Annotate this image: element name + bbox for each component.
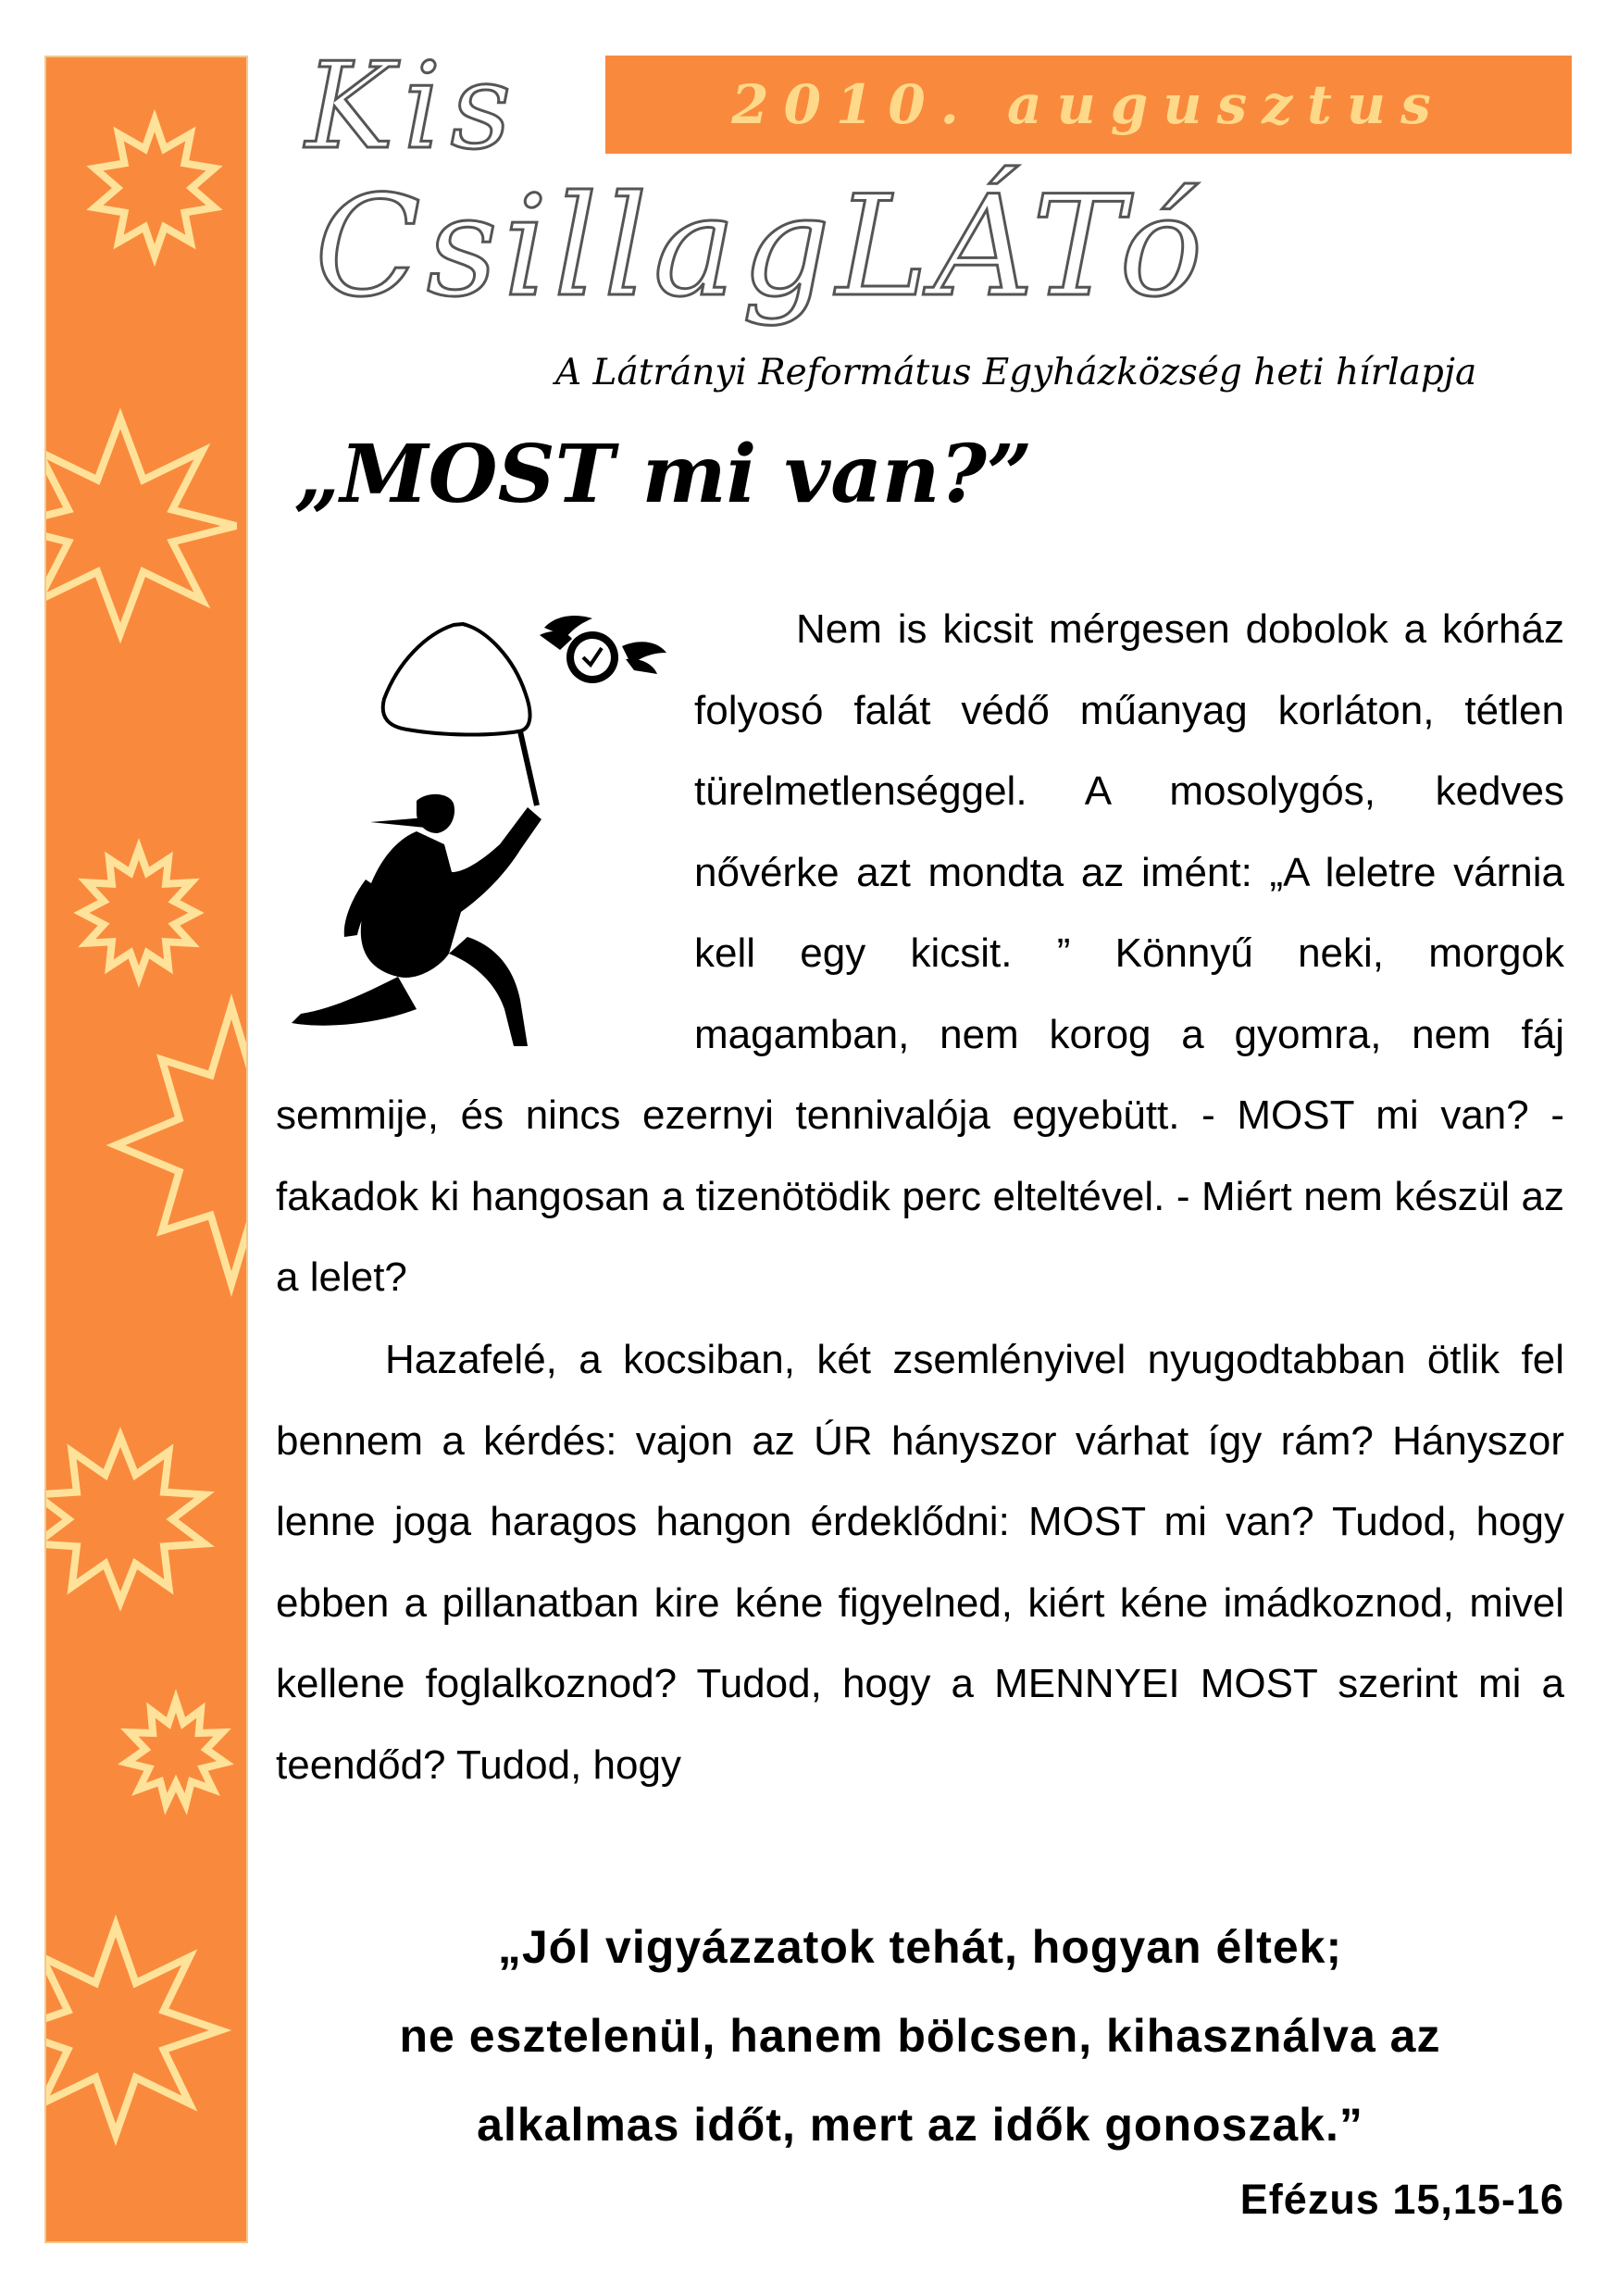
star-icon bbox=[94, 120, 214, 256]
star-icon bbox=[127, 1701, 226, 1804]
bible-quote bbox=[276, 1903, 1564, 2169]
decorative-sidebar bbox=[44, 56, 248, 2243]
quote-reference: Efézus 15,15-16 bbox=[1239, 2176, 1564, 2223]
quote-line-3: alkalmas időt, mert az idők gonoszak.” bbox=[477, 2099, 1363, 2151]
star-icon bbox=[116, 1006, 248, 1284]
masthead-title-line-1: Kis bbox=[305, 38, 521, 176]
paragraph-1-text: Nem is kicsit mérgesen dobolok a kórház folyosó falát védő műanyag korláton, tétlen türelmetlenséggel. A mosolygós, kedves nővérke azt mondta az imént: „A leletre várnia kell egy kicsit. ” Könnyű neki, morgok magamban, nem korog a gyomra, nem fáj semmije, és nincs ezernyi tennivalója egyebütt. - MOST mi van? - fakadok ki hangosan a tizenötödik perc elteltével. - Miért nem készül az a lelet? bbox=[276, 606, 1564, 1300]
article-paragraph-2 bbox=[276, 1319, 1564, 1805]
star-icon bbox=[46, 1926, 220, 2135]
quote-line-2: ne esztelenül, hanem bölcsen, kihasználva az bbox=[399, 2010, 1441, 2062]
star-icon bbox=[46, 418, 236, 633]
paragraph-2-text: Hazafelé, a kocsiban, két zsemlényivel nyugodtabban ötlik fel bennem a kérdés: vajon az ÚR hányszor várhat így rám? Hányszor lenne joga haragos hangon érdeklődni: MOST mi van? Tudod, hogy ebben a pillanatban kire kéne figyelned, kiért kéne imádkoznod, mivel kellene foglalkoznod? Tudod, hogy a MENNYEI MOST szerint mi a teendőd? Tudod, hogy bbox=[276, 1337, 1564, 1788]
illustration-spacer bbox=[276, 589, 694, 1075]
article-headline: „MOST mi van?” bbox=[294, 428, 1033, 521]
masthead-subtitle: A Látrányi Református Egyházközség heti hírlapja bbox=[555, 352, 1477, 393]
date-banner bbox=[605, 56, 1572, 154]
star-pattern bbox=[46, 57, 248, 2243]
issue-date: 2010. augusztus bbox=[731, 73, 1446, 136]
star-icon bbox=[81, 849, 196, 977]
quote-line-1: „Jól vigyázzatok tehát, hogyan éltek; bbox=[497, 1921, 1343, 1973]
masthead-title-line-2: CsillagLÁTó bbox=[315, 167, 1209, 328]
star-icon bbox=[46, 1437, 205, 1602]
article-paragraph-1 bbox=[276, 589, 1564, 1318]
